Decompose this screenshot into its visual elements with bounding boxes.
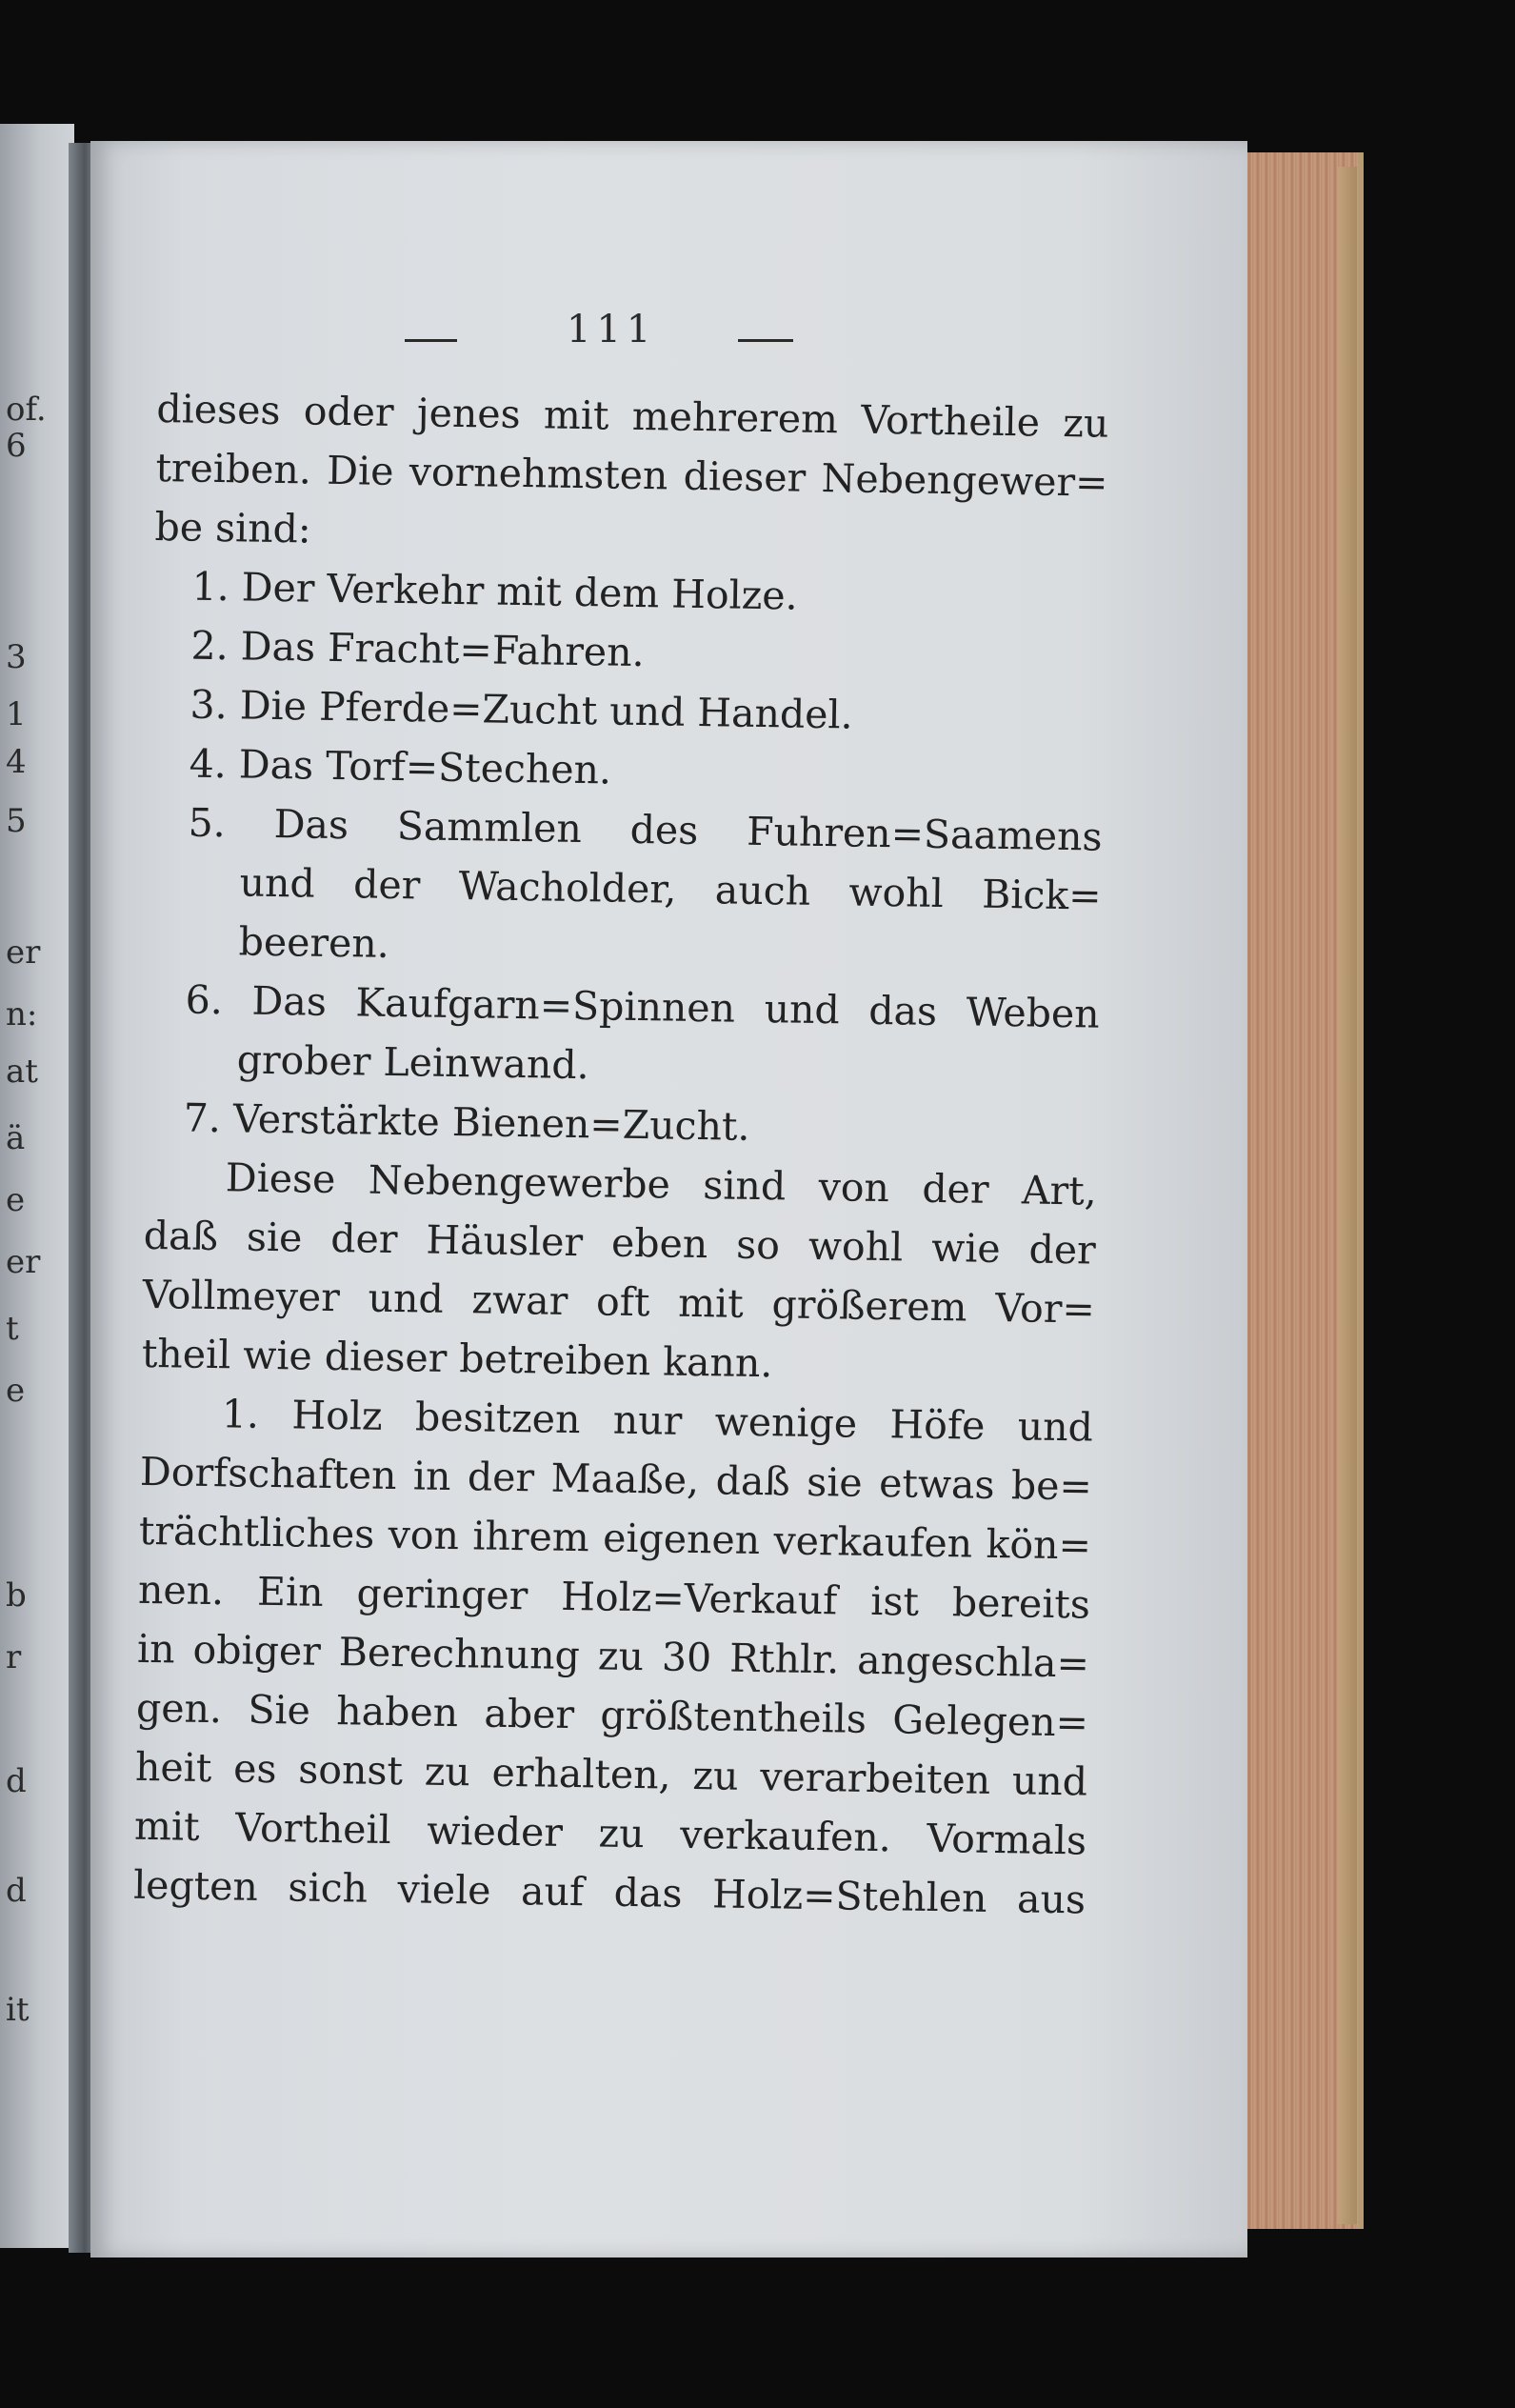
left-fragment: n:	[6, 995, 38, 1033]
book-page	[90, 141, 1247, 2258]
text-line: treiben. Die vornehmsten dieser Nebengewer=	[155, 444, 1108, 506]
text-line: gen. Sie haben aber größtentheils Gelegen=	[135, 1684, 1089, 1746]
left-fragment: d	[6, 1762, 27, 1800]
left-fragment: 5	[6, 802, 27, 840]
left-fragment: e	[6, 1372, 26, 1410]
list-item: 4. Das Torf=Stechen.	[189, 740, 612, 793]
left-fragment: 6	[6, 427, 27, 465]
page-text	[133, 379, 1109, 1930]
left-fragment: 3	[6, 638, 27, 676]
left-fragment: 4	[6, 743, 27, 781]
text-line: mit Vortheil wieder zu verkaufen. Vormals	[133, 1802, 1087, 1864]
left-fragment: 1	[6, 695, 27, 733]
text-line: Vollmeyer und zwar oft mit größerem Vor=	[142, 1271, 1096, 1333]
list-item: 5. Das Sammlen des Fuhren=Saamens	[188, 799, 1103, 860]
text-line: dieses oder jenes mit mehrerem Vortheile zu	[156, 385, 1109, 447]
left-fragment: t	[6, 1310, 19, 1348]
list-item: 2. Das Fracht=Fahren.	[190, 622, 645, 676]
left-fragment: at	[6, 1053, 38, 1091]
text-line: legten sich viele auf das Holz=Stehlen aus	[132, 1861, 1086, 1923]
text-line: Dorfschaften in der Maaße, daß sie etwas be=	[139, 1448, 1093, 1510]
list-item-continuation: beeren.	[238, 918, 390, 967]
text-line: theil wie dieser betreiben kann.	[141, 1330, 773, 1387]
list-item: 1. Der Verkehr mit dem Holze.	[191, 563, 799, 619]
page-number: 111	[567, 308, 657, 351]
list-item: 6. Das Kaufgarn=Spinnen und das Weben	[185, 976, 1101, 1037]
intro-paragraph	[154, 379, 1109, 572]
paragraph	[133, 1383, 1094, 1930]
left-fragment: ä	[6, 1119, 26, 1157]
list-item: 7. Verstärkte Bienen=Zucht.	[183, 1094, 750, 1150]
left-fragment: r	[6, 1638, 22, 1676]
cover-board-edge	[1338, 167, 1357, 2224]
left-fragment: b	[6, 1576, 27, 1615]
text-line: 1. Holz besitzen nur wenige Höfe und	[221, 1391, 1094, 1451]
left-fragment: er	[6, 1243, 41, 1281]
text-line: Diese Nebengewerbe sind von der Art,	[225, 1154, 1098, 1214]
left-fragment: e	[6, 1181, 26, 1219]
text-line: daß sie der Häusler eben so wohl wie der	[143, 1212, 1097, 1274]
paragraph	[141, 1147, 1097, 1398]
text-line: trächtliches von ihrem eigenen verkaufen kön=	[138, 1507, 1092, 1569]
list-item-continuation: grober Leinwand.	[236, 1036, 590, 1089]
left-fragment: d	[6, 1872, 27, 1910]
page-header	[90, 308, 1247, 365]
left-fragment: of.	[6, 391, 47, 429]
text-line: nen. Ein geringer Holz=Verkauf ist bereits	[137, 1566, 1091, 1628]
left-fragment: er	[6, 933, 41, 972]
list-item-continuation: und der Wacholder, auch wohl Bick=	[239, 859, 1102, 919]
list	[145, 556, 1106, 1162]
text-line: be sind:	[154, 503, 312, 552]
text-line: heit es sonst zu erhalten, zu verarbeiten und	[134, 1743, 1088, 1805]
text-line: in obiger Berechnung zu 30 Rthlr. angeschla=	[136, 1625, 1090, 1687]
header-dash-left	[405, 339, 457, 342]
list-item: 3. Die Pferde=Zucht und Handel.	[189, 681, 853, 738]
left-facing-page	[0, 124, 74, 2248]
left-fragment: it	[6, 1991, 30, 2029]
header-dash-right	[738, 339, 793, 342]
